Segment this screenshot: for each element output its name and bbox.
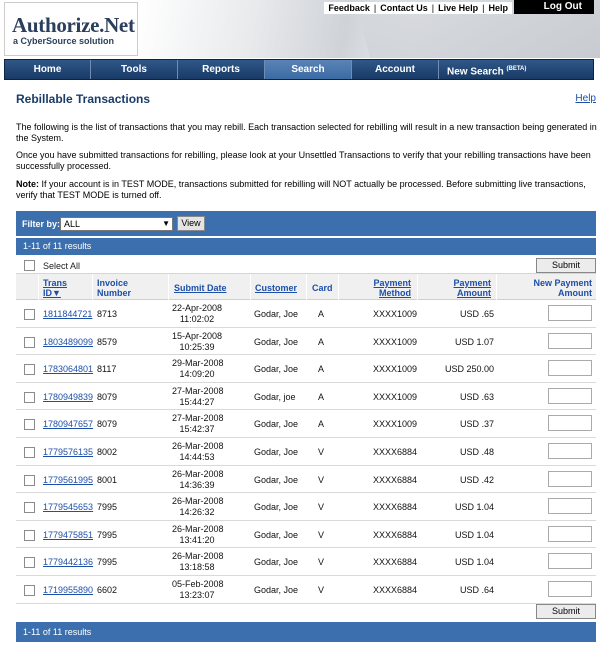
- submit-date: [172, 441, 222, 463]
- contact-us-link[interactable]: Contact Us: [380, 3, 428, 13]
- payment-amount: USD 250.00: [444, 364, 494, 375]
- trans-id-link[interactable]: 1779442136: [43, 557, 94, 568]
- customer-name: Godar, Joe: [254, 447, 299, 457]
- row-checkbox[interactable]: [24, 364, 35, 375]
- new-payment-amount-input[interactable]: [548, 360, 592, 376]
- nav-reports[interactable]: Reports: [178, 60, 265, 79]
- payment-amount: USD 1.04: [454, 557, 494, 568]
- main-nav: [4, 59, 594, 80]
- filter-bar: [16, 211, 596, 236]
- submit-date-day: 22-Apr-2008: [172, 303, 223, 313]
- payment-method: XXXX1009: [373, 391, 418, 402]
- invoice-number: 8579: [97, 336, 118, 347]
- trans-id-link[interactable]: 1780947657: [43, 419, 94, 430]
- invoice-number: 8079: [97, 419, 118, 430]
- customer-name: Godar, Joe: [254, 502, 299, 513]
- submit-date-time: 13:23:07: [179, 590, 215, 600]
- header: [0, 0, 600, 58]
- row-checkbox[interactable]: [24, 530, 35, 541]
- submit-date-time: 15:42:37: [179, 424, 215, 435]
- submit-date-day: 27-Mar-2008: [172, 385, 224, 396]
- row-checkbox[interactable]: [24, 502, 35, 513]
- new-payment-amount-input[interactable]: [548, 581, 592, 597]
- invoice-number: 8079: [97, 391, 118, 402]
- table-header: [16, 273, 596, 300]
- customer-name: Godar, Joe: [254, 309, 299, 319]
- payment-amount: USD 1.04: [454, 529, 494, 540]
- card-type: V: [318, 502, 325, 513]
- submit-date: [172, 551, 222, 573]
- new-payment-amount-input[interactable]: [548, 443, 592, 459]
- col-payment-method[interactable]: Payment Method: [373, 278, 411, 298]
- logout-button[interactable]: Log Out: [514, 0, 594, 14]
- submit-date-day: 26-Mar-2008: [172, 496, 224, 507]
- payment-method: XXXX1009: [373, 419, 418, 430]
- submit-date-time: 14:26:32: [179, 507, 215, 518]
- invoice-number: 8117: [97, 364, 117, 375]
- col-trans-id[interactable]: Trans ID▼: [43, 278, 68, 298]
- payment-method: XXXX6884: [373, 447, 418, 457]
- card-type: V: [318, 529, 325, 540]
- intro-paragraph: The following is the list of transactions that you may rebill. Each transaction selected for rebilling will result in a new transaction being generated in the System.: [16, 122, 597, 143]
- table-row: [16, 328, 596, 356]
- submit-date-time: 14:44:53: [179, 452, 215, 462]
- row-checkbox[interactable]: [24, 585, 35, 596]
- submit-date: [172, 358, 222, 380]
- submit-date-day: 05-Feb-2008: [172, 579, 224, 589]
- invoice-number: 7995: [97, 502, 118, 513]
- row-checkbox[interactable]: [24, 557, 35, 568]
- invoice-number: 8713: [97, 309, 118, 319]
- submit-date-time: 13:41:20: [179, 534, 215, 545]
- logo[interactable]: [4, 2, 138, 56]
- top-links: Feedback | Contact Us | Live Help | Help: [324, 2, 512, 14]
- live-help-link[interactable]: Live Help: [438, 3, 479, 13]
- note-paragraph: [16, 179, 598, 201]
- new-payment-amount-input[interactable]: [548, 415, 592, 431]
- table-row: [16, 383, 596, 411]
- customer-name: Godar, Joe: [254, 585, 299, 595]
- payment-method: XXXX6884: [373, 529, 418, 540]
- submit-date-time: 15:44:27: [179, 396, 215, 407]
- submit-date-time: 13:18:58: [179, 562, 215, 573]
- new-search-label: New Search: [447, 66, 504, 78]
- invoice-number: 7995: [97, 557, 118, 568]
- select-all-label: Select All: [43, 261, 81, 271]
- payment-method: XXXX1009: [373, 336, 418, 347]
- help-top-link[interactable]: Help: [488, 3, 508, 13]
- view-button[interactable]: View: [177, 216, 205, 231]
- submit-date: [172, 413, 222, 435]
- row-checkbox[interactable]: [24, 309, 35, 320]
- payment-method: XXXX6884: [373, 502, 418, 513]
- row-checkbox[interactable]: [24, 337, 35, 348]
- submit-date-day: 26-Mar-2008: [172, 468, 224, 479]
- payment-method: XXXX1009: [373, 364, 418, 375]
- submit-date: [172, 469, 222, 491]
- submit-date-day: 26-Mar-2008: [172, 523, 224, 534]
- results-count-bottom: 1-11 of 11 results: [16, 622, 596, 642]
- filter-select[interactable]: [60, 217, 173, 231]
- payment-amount: USD .42: [459, 474, 494, 485]
- new-payment-amount-input[interactable]: [548, 305, 592, 321]
- nav-new-search[interactable]: [439, 60, 593, 79]
- row-checkbox[interactable]: [24, 419, 35, 430]
- chevron-down-icon: ▼: [162, 219, 170, 228]
- customer-name: Godar, joe: [254, 391, 296, 402]
- card-type: A: [318, 309, 325, 319]
- trans-id-link[interactable]: 1811844721: [43, 309, 93, 319]
- table-row: [16, 355, 596, 383]
- submit-date: [172, 331, 222, 353]
- payment-amount: USD 1.07: [454, 336, 494, 347]
- payment-method: XXXX6884: [373, 585, 418, 595]
- table-row: [16, 466, 596, 494]
- card-type: A: [318, 336, 325, 347]
- table-row: [16, 521, 596, 549]
- invoice-number: 8002: [97, 447, 118, 457]
- col-new-payment-amount: New Payment Amount: [533, 278, 592, 298]
- payment-amount: USD .37: [459, 419, 494, 430]
- table-row: [16, 576, 596, 604]
- submit-date: [172, 524, 222, 546]
- select-all-checkbox[interactable]: [24, 260, 35, 271]
- results-count-top: 1-11 of 11 results: [16, 238, 596, 255]
- select-all-row: [16, 257, 596, 273]
- nav-search[interactable]: Search: [265, 60, 352, 79]
- payment-amount: USD .63: [459, 391, 494, 402]
- beta-badge: (BETA): [506, 66, 527, 72]
- submit-date-day: 27-Mar-2008: [172, 413, 224, 424]
- nav-home[interactable]: Home: [5, 60, 91, 79]
- help-link[interactable]: Help: [575, 93, 596, 104]
- col-customer[interactable]: Customer: [255, 283, 298, 293]
- submit-date-day: 29-Mar-2008: [172, 358, 224, 369]
- nav-tools[interactable]: Tools: [91, 60, 178, 79]
- new-payment-amount-input[interactable]: [548, 333, 592, 349]
- table-row: [16, 493, 596, 521]
- logo-subtitle: a CyberSource solution: [13, 36, 115, 46]
- customer-name: Godar, Joe: [254, 336, 299, 347]
- invoice-number: 6602: [97, 585, 118, 595]
- trans-id-link[interactable]: 1779576135: [43, 447, 94, 457]
- submit-date-day: 26-Mar-2008: [172, 441, 224, 451]
- table-row: [16, 300, 596, 328]
- trans-id-link[interactable]: 1780949839: [43, 391, 94, 402]
- submit-date: [172, 386, 222, 408]
- submit-date: [172, 303, 222, 325]
- customer-name: Godar, Joe: [254, 364, 299, 375]
- new-payment-amount-input[interactable]: [548, 498, 592, 514]
- payment-method: XXXX1009: [373, 309, 418, 319]
- submit-date-day: 15-Apr-2008: [172, 330, 223, 341]
- submit-date-day: 26-Mar-2008: [172, 551, 224, 562]
- card-type: A: [318, 419, 325, 430]
- customer-name: Godar, Joe: [254, 419, 299, 430]
- instruction-paragraph: Once you have submitted transactions for rebilling, please look at your Unsettled Transactions to verify that your rebilling transactions have been successfully processed.: [16, 150, 591, 171]
- card-type: V: [318, 447, 325, 457]
- table-row: [16, 438, 596, 466]
- trans-id-link[interactable]: 1779545653: [43, 502, 94, 513]
- page-title: Rebillable Transactions: [16, 92, 151, 106]
- payment-amount: USD .48: [459, 447, 494, 457]
- row-checkbox[interactable]: [24, 447, 35, 458]
- nav-account[interactable]: Account: [352, 60, 439, 79]
- submit-button-bottom[interactable]: Submit: [536, 604, 596, 619]
- card-type: V: [318, 585, 325, 595]
- submit-date-time: 14:36:39: [179, 479, 215, 490]
- card-type: V: [318, 557, 325, 568]
- payment-amount: USD .64: [459, 585, 494, 595]
- col-invoice-number: Invoice Number: [97, 278, 132, 298]
- invoice-number: 7995: [97, 529, 118, 540]
- col-payment-amount[interactable]: Payment Amount: [453, 278, 491, 298]
- new-payment-amount-input[interactable]: [548, 471, 592, 487]
- submit-button-top[interactable]: Submit: [536, 258, 596, 273]
- table-row: [16, 548, 596, 576]
- note-label: Note:: [16, 179, 39, 189]
- trans-id-link[interactable]: 1719955890: [43, 585, 94, 595]
- customer-name: Godar, Joe: [254, 474, 299, 485]
- invoice-number: 8001: [97, 474, 118, 485]
- submit-date-time: 10:25:39: [179, 341, 215, 352]
- card-type: A: [318, 364, 325, 375]
- trans-id-link[interactable]: 1779475851: [43, 529, 94, 540]
- customer-name: Godar, Joe: [254, 557, 299, 568]
- feedback-link[interactable]: Feedback: [328, 3, 370, 13]
- logo-text: Authorize.Net: [12, 13, 135, 37]
- col-submit-date[interactable]: Submit Date: [174, 283, 227, 293]
- trans-id-link[interactable]: 1783064801: [43, 364, 94, 375]
- trans-id-link[interactable]: 1803489099: [43, 336, 94, 347]
- payment-amount: USD 1.04: [454, 502, 494, 513]
- card-type: A: [318, 391, 325, 402]
- payment-method: XXXX6884: [373, 557, 418, 568]
- note-text: If your account is in TEST MODE, transactions submitted for rebilling will NOT actually be processed. Before submitting live transactions, verify that TEST MODE is turned off.: [16, 179, 586, 200]
- filter-value: ALL: [64, 219, 81, 229]
- submit-date-time: 11:02:02: [179, 314, 215, 324]
- new-payment-amount-input[interactable]: [548, 388, 592, 404]
- new-payment-amount-input[interactable]: [548, 526, 592, 542]
- filter-label: Filter by:: [22, 219, 61, 229]
- payment-amount: USD .65: [459, 309, 494, 319]
- row-checkbox[interactable]: [24, 475, 35, 486]
- payment-method: XXXX6884: [373, 474, 418, 485]
- new-payment-amount-input[interactable]: [548, 553, 592, 569]
- row-checkbox[interactable]: [24, 392, 35, 403]
- customer-name: Godar, Joe: [254, 529, 299, 540]
- card-type: V: [318, 474, 325, 485]
- submit-date: [172, 579, 222, 601]
- trans-id-link[interactable]: 1779561995: [43, 474, 94, 485]
- table-row: [16, 410, 596, 438]
- submit-date-time: 14:09:20: [179, 369, 215, 380]
- col-card: Card: [312, 283, 333, 293]
- submit-date: [172, 496, 222, 518]
